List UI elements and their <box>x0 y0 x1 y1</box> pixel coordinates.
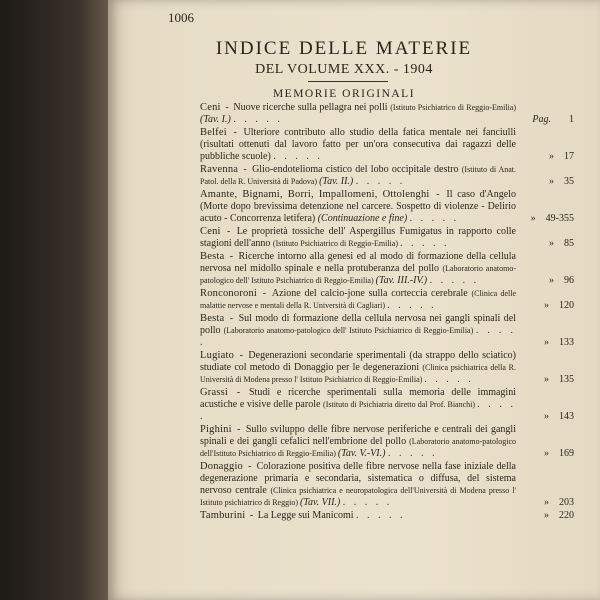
entry-title: Glio-endotelioma cistico del lobo occipitale destro <box>252 164 462 175</box>
entry-page-ref <box>532 114 574 126</box>
dot-leader: . . . . . <box>200 399 517 422</box>
page-ref-prefix: » <box>544 411 549 422</box>
entry-institution-note: (Laboratorio anatomo-patologico dell' Istituto Psichiatrico di Reggio-Emilia) <box>223 326 476 335</box>
entry-title: Colorazione positiva delle fibre nervose nella fase iniziale della degenerazione primaria e secondaria, sistematica o diffusa, del sistema nervoso centrale <box>200 461 516 496</box>
entry-text: Ceni - Le proprietà tossiche dell' Aspergillus Fumigatus in rapporto colle stagioni dell'anno (Istituto Psichiatrico di Reggio-Emilia) . . . . . <box>200 226 516 249</box>
entry-text: Ronconoroni - Azione del calcio-jone sulla corteccia cerebrale (Clinica delle malattie nervose e mentali della R. Università di Cagliari) . . . . . <box>200 288 516 311</box>
section-heading: MEMORIE ORIGINALI <box>272 88 416 100</box>
page-ref-number: 17 <box>564 151 574 162</box>
entry-title: Degenerazioni secondarie sperimentali (da strappo dello sciatico) studiate col metodo di Donaggio per le degenerazioni <box>200 350 516 373</box>
entry-page-ref <box>544 300 574 312</box>
page-ref-prefix: » <box>549 238 554 249</box>
page-number: 1006 <box>168 10 194 25</box>
entry-page-ref <box>549 275 574 287</box>
entry-institution-note: (Clinica psichiatrica e neuropatologica dell'Università di Modena presso l' Istituto psichiatrico di Reggio) <box>200 486 516 507</box>
dot-leader: . . . . . <box>233 114 283 125</box>
dot-leader: . . . . . <box>409 213 460 224</box>
index-entry <box>186 387 574 423</box>
entry-institution-note: (Laboratorio anatomo-patologico dell'Istituto Psichiatrico di Reggio-Emilia) <box>200 437 517 458</box>
page-ref-prefix: » <box>544 300 549 311</box>
entry-text: Ravenna - Glio-endotelioma cistico del lobo occipitale destro (Istituto di Anat. Patol. della R. Università di Padova) (Tav. II.) . . . . . <box>200 164 516 187</box>
entry-institution-note: (Istituto Psichiatrico di Reggio-Emilia) <box>272 239 400 248</box>
volume-subtitle: DEL VOLUME XXX. - 1904 <box>255 62 433 77</box>
entry-plate-ref: (Tav. III.-IV.) <box>375 275 430 286</box>
entry-title: Sullo sviluppo delle fibre nervose periferiche e centrali dei gangli spinali e dei gangli cefalici nell'embrione del pollo <box>200 424 516 447</box>
entry-text: Ceni - Nuove ricerche sulla pellagra nei polli (Istituto Psichiatrico di Reggio-Emilia) (Tav. I.) . . . . . <box>200 102 517 125</box>
index-entry <box>186 510 574 522</box>
entry-text: Besta - Sul modo di formazione della cellula nervosa nei gangli spinali del pollo (Laboratorio anatomo-patologico dell' Istituto Psichiatrico di Reggio-Emilia) . . . . . <box>200 313 516 348</box>
entry-page-ref <box>544 448 574 460</box>
entry-plate-ref: (Tav. II.) <box>319 176 356 187</box>
entry-title: Sul modo di formazione della cellula nervosa nei gangli spinali del pollo <box>200 313 516 336</box>
entry-author: Belfei <box>200 127 227 138</box>
entry-institution-note: (Istituto Psichiatrico di Reggio-Emilia) <box>390 103 517 112</box>
entry-author: Lugiato <box>200 350 235 361</box>
page-ref-number: 143 <box>559 411 574 422</box>
entry-author: Ceni <box>200 226 221 237</box>
entry-author: Amante, Bignami, Borri, Impallomeni, Ottolenghi <box>200 189 430 200</box>
entry-institution-note: (Clinica delle malattie nervose e mentali della R. Università di Cagliari) <box>200 289 516 310</box>
page-ref-prefix: » <box>530 213 536 224</box>
entry-page-ref <box>544 497 574 509</box>
page-ref-prefix: » <box>549 275 554 286</box>
page-ref-number: 169 <box>559 448 574 459</box>
dot-leader: . . . . . <box>342 497 393 508</box>
entry-title: Azione del calcio-jone sulla corteccia cerebrale <box>271 288 472 299</box>
entry-author: Ravenna <box>200 164 239 175</box>
entry-institution-note: (Istituto di Psichiatria diretto dal Prof. Bianchi) <box>323 400 478 409</box>
entry-author: Pighini <box>200 424 232 435</box>
entry-author: Ceni <box>200 102 221 113</box>
page-ref-prefix: » <box>549 151 554 162</box>
entry-text: Tamburini - La Legge sui Manicomi . . . . . <box>200 510 406 521</box>
entry-title: Le proprietà tossiche dell' Aspergillus Fumigatus in rapporto colle stagioni dell'anno <box>200 226 516 249</box>
dot-leader: . . . . . <box>387 448 438 459</box>
dot-leader: . . . . . <box>387 300 437 311</box>
entry-page-ref <box>549 151 574 163</box>
entry-text: Pighini - Sullo sviluppo delle fibre nervose periferiche e centrali dei gangli spinali e dei gangli cefalici nell'embrione del pollo (Laboratorio anatomo-patologico dell'Istituto Psichiatrico di Reggio-Emilia) (Tav. V.-VI.) . . . . . <box>200 424 517 459</box>
entry-plate-ref: (Continuazione e fine) <box>317 213 410 224</box>
entry-institution-note: (Clinica psichiatrica della R. Università di Modena presso l' Istituto Psichiatrico di Reggio-Emilia) <box>200 363 516 384</box>
page-ref-prefix: » <box>544 337 549 348</box>
book-page <box>108 0 600 600</box>
dot-leader: . . . . . <box>429 275 480 286</box>
page-ref-number: 120 <box>559 300 574 311</box>
index-title: INDICE DELLE MATERIE <box>215 38 473 59</box>
page-ref-prefix: » <box>544 497 549 508</box>
index-entry <box>186 189 574 225</box>
page-ref-prefix: » <box>549 176 554 187</box>
index-entry <box>186 350 574 386</box>
book-gutter-shadow <box>0 0 112 600</box>
index-entry <box>186 288 574 312</box>
index-entry <box>186 102 574 126</box>
entry-plate-ref: (Tav. VII.) <box>299 497 343 508</box>
entry-author: Besta <box>200 313 225 324</box>
entry-title: Ricerche intorno alla genesi ed al modo di formazione della cellula nervosa nel midollo spinale e nella protuberanza del pollo <box>200 251 516 274</box>
dot-leader: . . . . . <box>424 374 474 385</box>
page-ref-number: 35 <box>564 176 574 187</box>
index-entry <box>186 251 574 287</box>
entry-institution-note: (Laboratorio anatomo-patologico dell' Istituto Psichiatrico di Reggio-Emilia) <box>200 264 517 285</box>
entry-text: Grassi - Studi e ricerche sperimentali sulla memoria delle immagini acustiche e visive delle parole (Istituto di Psichiatria diretto dal Prof. Bianchi) . . . . . <box>200 387 517 422</box>
entry-title: Ulteriore contributo allo studio della fatica mentale nei fanciulli (risultati ottenuti dal lavoro fatto per un'ora consecutiva dai ragazzi delle pubbliche scuole) <box>200 127 516 162</box>
index-entry <box>186 461 574 509</box>
entry-author: Tamburini <box>200 510 246 521</box>
page-ref-number: 220 <box>559 510 574 521</box>
index-entries <box>186 102 574 523</box>
index-entry <box>186 164 574 188</box>
dot-leader: . . . . . <box>273 151 323 162</box>
page-ref-number: 135 <box>559 374 574 385</box>
entry-author: Donaggio <box>200 461 244 472</box>
dot-leader: . . . . . <box>400 238 450 249</box>
entry-text: Donaggio - Colorazione positiva delle fibre nervose nella fase iniziale della degenerazione primaria e secondaria, sistematica o diffusa, del sistema nervoso centrale (Clinica psichiatrica e neuropatologica dell'Università di Modena presso l' Istituto psichiatrico di Reggio) (Tav. VII.) . . . . . <box>200 461 516 508</box>
entry-institution-note: (Istituto di Anat. Patol. della R. Università di Padova) <box>200 165 516 186</box>
entry-page-ref <box>531 213 574 225</box>
entry-page-ref <box>549 238 574 250</box>
dot-leader: . . . . . <box>355 176 406 187</box>
title-rule <box>308 81 388 82</box>
entry-plate-ref: (Tav. V.-VI.) <box>337 448 388 459</box>
entry-page-ref <box>544 411 574 423</box>
entry-text: Lugiato - Degenerazioni secondarie sperimentali (da strappo dello sciatico) studiate col metodo di Donaggio per le degenerazioni (Clinica psichiatrica della R. Università di Modena presso l' Istituto Psichiatrico di Reggio-Emilia) . . . . . <box>200 350 516 385</box>
dot-leader: . . . . . <box>356 510 406 521</box>
dot-leader: . . . . . <box>200 325 516 348</box>
entry-text: Amante, Bignami, Borri, Impallomeni, Ottolenghi - Il caso d'Angelo (Morte dopo brevissima detenzione nel carcere. Sospetto di violenze - Delirio acuto - Concorrenza letifera) (Continuazione e fine) . . . . . <box>200 189 516 224</box>
entry-title: Nuove ricerche sulla pellagra nei polli <box>233 102 391 113</box>
entry-page-ref <box>549 176 574 188</box>
page-ref-number: 85 <box>564 238 574 249</box>
entry-text: Besta - Ricerche intorno alla genesi ed al modo di formazione della cellula nervosa nel midollo spinale e nella protuberanza del pollo (Laboratorio anatomo-patologico dell' Istituto Psichiatrico di Reggio-Emilia) (Tav. III.-IV.) . . . . . <box>200 251 517 286</box>
page-ref-number: 203 <box>559 497 574 508</box>
page-ref-number: 133 <box>559 337 574 348</box>
entry-page-ref <box>544 337 574 349</box>
entry-title: La Legge sui Manicomi <box>257 510 357 521</box>
page-ref-prefix: » <box>544 374 549 385</box>
index-entry <box>186 313 574 349</box>
entry-author: Ronconoroni <box>200 288 258 299</box>
page-ref-prefix: » <box>544 448 549 459</box>
page-ref-prefix: » <box>544 510 549 521</box>
entry-page-ref <box>544 374 574 386</box>
entry-title: Il caso d'Angelo (Morte dopo brevissima detenzione nel carcere. Sospetto di violenze - Delirio acuto - Concorrenza letifera) <box>200 189 516 224</box>
entry-title: Studi e ricerche sperimentali sulla memoria delle immagini acustiche e visive delle parole <box>200 387 516 410</box>
page-ref-number: 1 <box>569 114 574 125</box>
index-entry <box>186 424 574 460</box>
entry-author: Grassi <box>200 387 229 398</box>
entry-page-ref <box>544 510 574 522</box>
page-ref-prefix: Pag. <box>532 114 551 125</box>
entry-plate-ref: (Tav. I.) <box>200 114 234 125</box>
index-entry <box>186 127 574 163</box>
page-ref-number: 96 <box>564 275 574 286</box>
entry-author: Besta <box>200 251 225 262</box>
index-entry <box>186 226 574 250</box>
entry-text: Belfei - Ulteriore contributo allo studio della fatica mentale nei fanciulli (risultati ottenuti dal lavoro fatto per un'ora consecutiva dai ragazzi delle pubbliche scuole) . . . . . <box>200 127 516 162</box>
page-ref-number: 49-355 <box>545 213 574 224</box>
